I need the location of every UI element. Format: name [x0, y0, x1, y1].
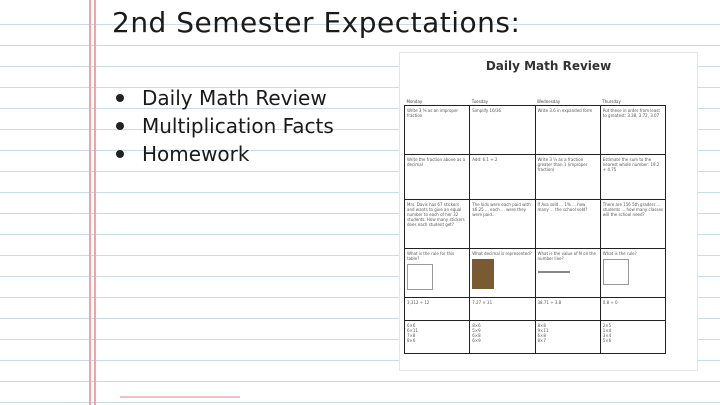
number-line	[538, 271, 570, 273]
page-bottom-line	[120, 396, 240, 398]
grid-cell: 38.71 ÷ 3.8	[535, 298, 600, 321]
grid-cell: 8×8 9×11 6×8 8×7	[535, 321, 600, 354]
grid-cell-text: What is the rule for this table?	[407, 251, 455, 261]
column-header: Monday	[406, 98, 423, 104]
grid-cell	[600, 249, 665, 298]
slide-title: 2nd Semester Expectations:	[112, 6, 521, 39]
grid-cell	[470, 249, 535, 298]
review-grid	[404, 97, 666, 354]
grid-cell: Put these in order from least to greatest: 3.38, 3.72, 3.07	[600, 106, 665, 155]
column-header: Wednesday	[537, 98, 561, 104]
grid-cell: 8×6 5×9 6×8 6×9	[470, 321, 535, 354]
table-diagram	[603, 259, 629, 285]
list-item	[116, 84, 334, 112]
grid-cell: Write 3 ⅔ as a fraction greater than 1 (improper fraction)	[535, 155, 600, 200]
grid-cell: 3,312 ÷ 12	[405, 298, 470, 321]
worksheet-image	[400, 53, 697, 370]
grid-cell-text: What decimal is represented?	[472, 251, 532, 256]
grid-cell: There are 156 5th graders ... students ... how many classes will the school need?	[600, 200, 665, 249]
grid-cell: If Ava sold ... 1% ... how many ... the school sold?	[535, 200, 600, 249]
grid-cell-text: What is the value of N on the number line?	[537, 251, 596, 261]
bullet-icon	[116, 122, 124, 130]
list-item-label: Daily Math Review	[142, 86, 327, 110]
column-header: Tuesday	[471, 98, 489, 104]
column-header: Thursday	[602, 98, 621, 104]
list-item-label: Homework	[142, 142, 250, 166]
list-item	[116, 112, 334, 140]
grid-cell	[535, 249, 600, 298]
bullet-icon	[116, 150, 124, 158]
grid-cell: 6×6 6×11 7×8 8×6	[405, 321, 470, 354]
grid-cell	[405, 249, 470, 298]
worksheet-title: Daily Math Review	[485, 59, 612, 73]
grid-cell: 0.8 ÷ 0	[600, 298, 665, 321]
grid-cell: 7.27 × 31	[470, 298, 535, 321]
list-item	[116, 140, 334, 168]
grid-cell: Write 3 ⅝ as an improper fraction	[405, 106, 470, 155]
list-item-label: Multiplication Facts	[142, 114, 334, 138]
grid-cell: Write the fraction above as a decimal	[405, 155, 470, 200]
margin-line	[89, 0, 91, 405]
grid-cell: Simplify 16/36	[470, 106, 535, 155]
decimal-model-grid	[472, 259, 494, 289]
expectations-list	[116, 84, 334, 168]
table-diagram	[407, 264, 433, 290]
bullet-icon	[116, 94, 124, 102]
grid-cell: Estimate the sum to the nearest whole number: 19.2 + 4.75	[600, 155, 665, 200]
grid-cell: The kids were each paid with $6.25 ... each ... were they were paid...	[470, 200, 535, 249]
margin-line	[94, 0, 96, 405]
grid-cell: Mrs. Davis has 67 stickers and wants to give an equal number to each of her 32 students. How many stickers does each student get?	[405, 200, 470, 249]
grid-cell: 2×5 1×4 3×4 5×6	[600, 321, 665, 354]
grid-cell: Write 3.6 in expanded form	[535, 106, 600, 155]
grid-cell: Add: 6.1 + 2	[470, 155, 535, 200]
grid-cell-text: What is the rule?	[602, 251, 637, 256]
